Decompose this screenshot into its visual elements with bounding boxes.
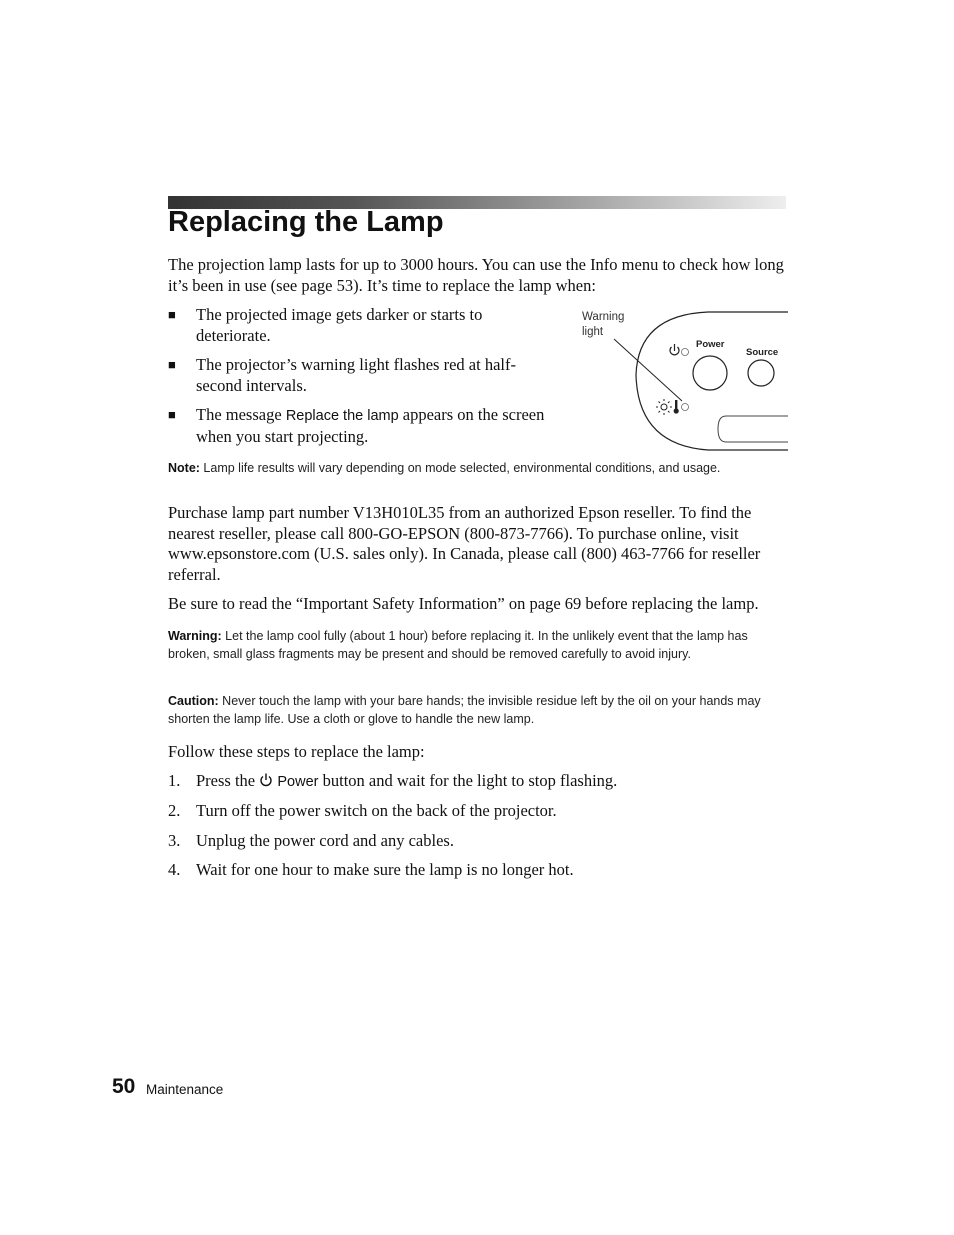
steps-intro: Follow these steps to replace the lamp:: [168, 742, 425, 761]
control-panel-illustration: [578, 305, 788, 455]
temperature-icon: [674, 400, 679, 414]
source-label: Source: [746, 347, 779, 358]
bullet-square-icon: ■: [168, 307, 176, 322]
lamp-sun-icon: [656, 399, 672, 415]
power-indicator-light: [682, 349, 689, 356]
bullet-text: The projector’s warning light flashes red at half-second intervals.: [196, 355, 516, 395]
step-text: Wait for one hour to make sure the lamp is no longer hot.: [196, 860, 574, 879]
control-panel-diagram: [578, 305, 788, 455]
step-number: 3.: [168, 831, 181, 850]
step-text: Turn off the power switch on the back of the projector.: [196, 801, 557, 820]
bullet-square-icon: ■: [168, 407, 176, 422]
section-name: Maintenance: [146, 1082, 224, 1097]
intro-paragraph: The projection lamp lasts for up to 3000 hours. You can use the Info menu to check how long it’s been in use (see page 53). It’s time to replace the lamp when:: [168, 255, 784, 295]
screen-message: Replace the lamp: [285, 408, 399, 424]
callout-warning-line1: Warning: [582, 311, 625, 323]
bullet-text: The projected image gets darker or starts to deteriorate.: [196, 305, 483, 345]
bullet-square-icon: ■: [168, 357, 176, 372]
power-icon: [259, 773, 273, 787]
power-button: [693, 356, 727, 390]
caution-text: Caution: Never touch the lamp with your bare hands; the invisible residue left by the oil on your hands may shorten the lamp life. Use a cloth or glove to handle the new lamp.: [168, 694, 761, 726]
callout-warning-line2: light: [582, 326, 604, 338]
step-number: 4.: [168, 860, 181, 879]
power-button-label: Power: [277, 774, 319, 790]
source-button: [748, 360, 774, 386]
note-text: Note: Lamp life results will vary depending on mode selected, environmental conditions, and usage.: [168, 461, 721, 475]
bullet-text: The message Replace the lamp appears on the screen when you start projecting.: [196, 405, 545, 446]
power-symbol-icon: [670, 344, 679, 355]
warning-text: Warning: Let the lamp cool fully (about 1 hour) before replacing it. In the unlikely event that the lamp has broken, small glass fragments may be present and should be removed carefully to avoid injury.: [168, 629, 748, 661]
page-number: 50: [112, 1075, 136, 1098]
step-number: 1.: [168, 771, 181, 790]
step-text: Press the Power button and wait for the light to stop flashing.: [196, 771, 618, 790]
display-slot: [718, 416, 788, 442]
purchase-paragraph: Purchase lamp part number V13H010L35 from an authorized Epson reseller. To find the nearest reseller, please call 800-GO-EPSON (800-873-7766). To purchase online, visit www.epsonstore.com (U.S. sales only). In Canada, please call (800) 463-7766 for reseller referral.: [168, 503, 761, 584]
step-text: Unplug the power cord and any cables.: [196, 831, 454, 850]
warning-indicator-light: [682, 404, 689, 411]
power-label: Power: [696, 339, 725, 350]
step-number: 2.: [168, 801, 181, 820]
page-title: Replacing the Lamp: [168, 206, 444, 238]
safety-paragraph: Be sure to read the “Important Safety Information” on page 69 before replacing the lamp.: [168, 594, 759, 613]
